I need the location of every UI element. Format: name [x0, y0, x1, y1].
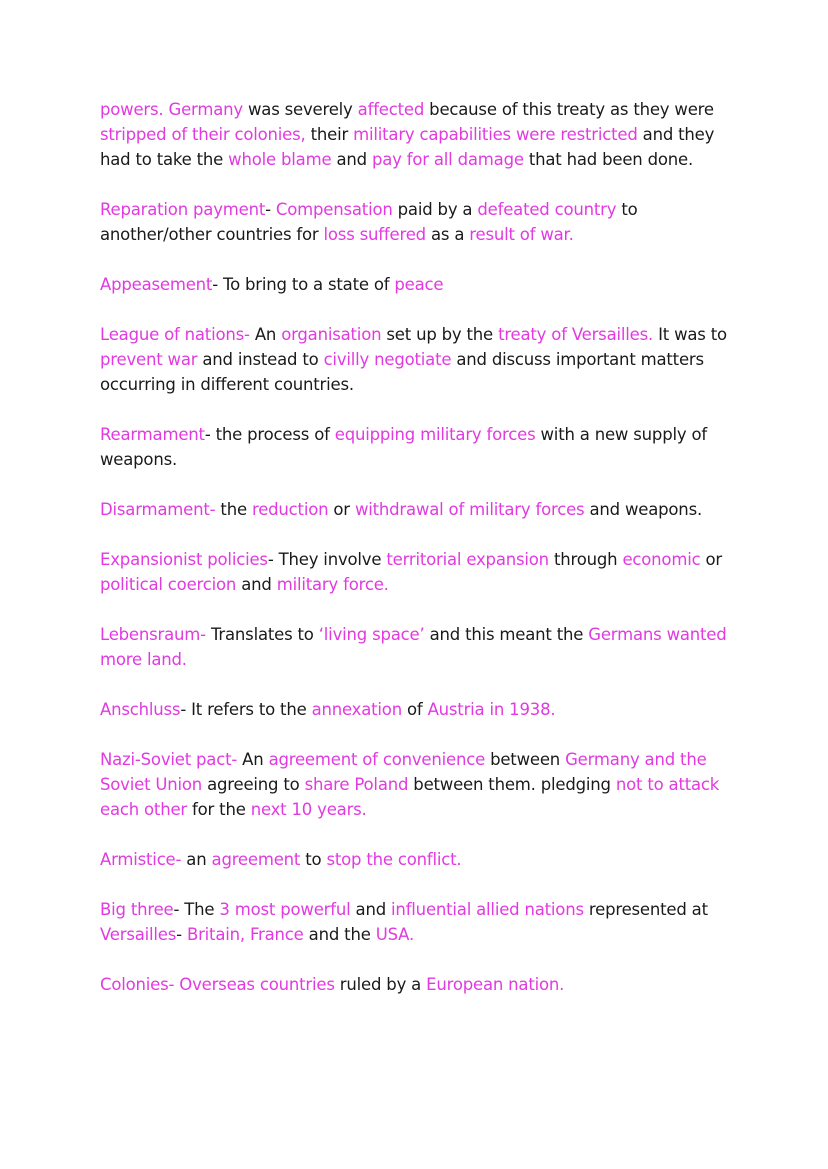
plain-text: Translates to: [205, 625, 319, 644]
highlighted-text: Britain, France: [186, 925, 304, 944]
highlighted-text: share Poland: [304, 775, 409, 794]
highlighted-text: Germany and the Soviet Union: [100, 750, 707, 794]
highlighted-text: Compensation: [275, 200, 393, 219]
plain-text: an: [181, 850, 212, 869]
plain-text: and this meant the: [424, 625, 589, 644]
highlighted-text: Big three: [100, 900, 174, 919]
highlighted-text: Armistice-: [100, 850, 182, 869]
highlighted-text: organisation: [281, 325, 382, 344]
highlighted-text: stop the conflict.: [326, 850, 462, 869]
highlighted-text: Lebensraum-: [100, 625, 206, 644]
plain-text: - They involve: [267, 550, 387, 569]
highlighted-text: Disarmament-: [100, 500, 216, 519]
highlighted-text: 3 most powerful: [219, 900, 351, 919]
highlighted-text: loss suffered: [323, 225, 426, 244]
definition-league-of-nations: [100, 322, 740, 397]
plain-text: and: [350, 900, 392, 919]
plain-text: -: [176, 925, 187, 944]
plain-text: of: [401, 700, 428, 719]
definition-armistice: [100, 847, 740, 872]
plain-text: as a: [425, 225, 470, 244]
plain-text: and: [236, 575, 277, 594]
plain-text: their: [305, 125, 354, 144]
plain-text: It was to: [653, 325, 727, 344]
highlighted-text: Versailles: [100, 925, 177, 944]
highlighted-text: Nazi-Soviet pact-: [100, 750, 238, 769]
highlighted-text: Colonies- Overseas countries: [100, 975, 335, 994]
highlighted-text: annexation: [311, 700, 402, 719]
plain-text: and instead to: [197, 350, 324, 369]
highlighted-text: agreement: [211, 850, 301, 869]
plain-text: - It refers to the: [180, 700, 312, 719]
plain-text: agreeing to: [202, 775, 305, 794]
plain-text: or: [328, 500, 355, 519]
plain-text: to another/other countries for: [100, 200, 638, 244]
plain-text: represented at: [583, 900, 708, 919]
highlighted-text: affected: [357, 100, 425, 119]
plain-text: between: [485, 750, 566, 769]
plain-text: between them. pledging: [408, 775, 616, 794]
definition-rearmament: [100, 422, 740, 472]
highlighted-text: ‘living space’: [318, 625, 425, 644]
plain-text: was severely: [242, 100, 358, 119]
highlighted-text: Reparation payment: [100, 200, 266, 219]
highlighted-text: not to attack each other: [100, 775, 720, 819]
highlighted-text: military capabilities were restricted: [353, 125, 638, 144]
highlighted-text: agreement of convenience: [268, 750, 486, 769]
plain-text: An: [249, 325, 282, 344]
plain-text: with a new supply of weapons.: [100, 425, 707, 469]
highlighted-text: USA.: [375, 925, 415, 944]
highlighted-text: influential allied nations: [391, 900, 584, 919]
highlighted-text: powers. Germany: [100, 100, 243, 119]
plain-text: to: [300, 850, 327, 869]
plain-text: because of this treaty as they were: [424, 100, 714, 119]
plain-text: and: [331, 150, 372, 169]
highlighted-text: political coercion: [100, 575, 237, 594]
plain-text: An: [237, 750, 269, 769]
definition-expansionist-policies: [100, 547, 740, 597]
plain-text: for the: [187, 800, 251, 819]
definition-colonies: [100, 972, 740, 997]
highlighted-text: equipping military forces: [334, 425, 536, 444]
highlighted-text: European nation.: [426, 975, 565, 994]
highlighted-text: treaty of Versailles.: [498, 325, 654, 344]
highlighted-text: Expansionist policies: [100, 550, 268, 569]
highlighted-text: defeated country: [477, 200, 617, 219]
plain-text: through: [548, 550, 623, 569]
highlighted-text: result of war.: [469, 225, 574, 244]
plain-text: and weapons.: [584, 500, 703, 519]
plain-text: that had been done.: [523, 150, 693, 169]
definition-reparation-payment: [100, 197, 740, 247]
definition-treaty-continuation: [100, 97, 740, 172]
definition-nazi-soviet-pact: [100, 747, 740, 822]
definition-lebensraum: [100, 622, 740, 672]
plain-text: ruled by a: [334, 975, 427, 994]
highlighted-text: Austria in 1938.: [427, 700, 556, 719]
highlighted-text: Rearmament: [100, 425, 205, 444]
highlighted-text: Anschluss: [100, 700, 181, 719]
highlighted-text: pay for all damage: [371, 150, 524, 169]
highlighted-text: peace: [394, 275, 444, 294]
highlighted-text: territorial expansion: [386, 550, 549, 569]
definition-appeasement: [100, 272, 740, 297]
highlighted-text: economic: [622, 550, 701, 569]
plain-text: - the process of: [204, 425, 335, 444]
highlighted-text: prevent war: [100, 350, 198, 369]
highlighted-text: next 10 years.: [250, 800, 367, 819]
definition-disarmament: [100, 497, 740, 522]
plain-text: -: [265, 200, 276, 219]
highlighted-text: stripped of their colonies,: [100, 125, 306, 144]
plain-text: paid by a: [392, 200, 478, 219]
plain-text: - To bring to a state of: [212, 275, 395, 294]
highlighted-text: whole blame: [228, 150, 332, 169]
plain-text: and discuss important matters occurring in different countries.: [100, 350, 704, 394]
plain-text: or: [700, 550, 722, 569]
definition-big-three: [100, 897, 740, 947]
plain-text: and the: [303, 925, 376, 944]
plain-text: set up by the: [381, 325, 499, 344]
highlighted-text: withdrawal of military forces: [354, 500, 585, 519]
highlighted-text: Germans wanted more land.: [100, 625, 727, 669]
definition-anschluss: [100, 697, 740, 722]
highlighted-text: League of nations-: [100, 325, 250, 344]
plain-text: and they had to take the: [100, 125, 715, 169]
document-page: [100, 97, 740, 1022]
plain-text: - The: [173, 900, 220, 919]
highlighted-text: civilly negotiate: [323, 350, 452, 369]
plain-text: the: [215, 500, 252, 519]
highlighted-text: military force.: [276, 575, 389, 594]
highlighted-text: reduction: [251, 500, 329, 519]
highlighted-text: Appeasement: [100, 275, 213, 294]
